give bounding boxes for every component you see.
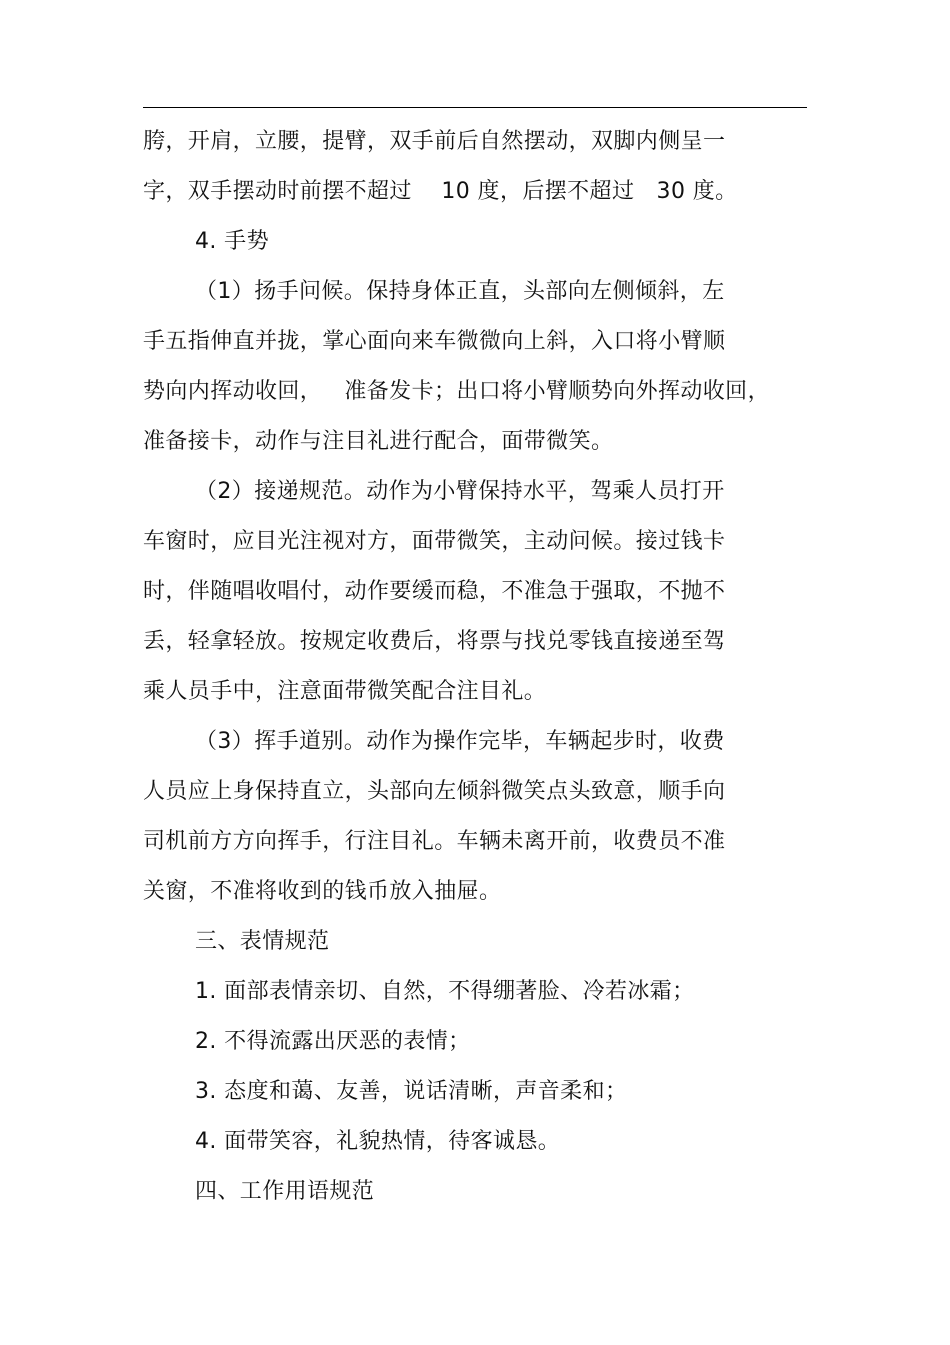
text-line: 关窗，不准将收到的钱币放入抽屉。 bbox=[143, 879, 502, 904]
text-line: 人员应上身保持直立，头部向左倾斜微笑点头致意，顺手向 bbox=[143, 779, 726, 804]
text-line: （2）接递规范。动作为小臂保持水平，驾乘人员打开 bbox=[195, 479, 725, 504]
text-line: 字，双手摆动时前摆不超过 10 度，后摆不超过 30 度。 bbox=[143, 179, 738, 204]
text-line: 胯，开肩，立腰，提臂，双手前后自然摆动，双脚内侧呈一 bbox=[143, 129, 726, 154]
text-line: 车窗时，应目光注视对方，面带微笑，主动问候。接过钱卡 bbox=[143, 529, 726, 554]
text-line: 司机前方方向挥手，行注目礼。车辆未离开前，收费员不准 bbox=[143, 829, 726, 854]
text-line: 势向内挥动收回， 准备发卡；出口将小臂顺势向外挥动收回， bbox=[143, 379, 770, 404]
list-item: 3. 态度和蔼、友善，说话清晰，声音柔和； bbox=[195, 1079, 628, 1104]
text-line: （3）挥手道别。动作为操作完毕，车辆起步时，收费 bbox=[195, 729, 725, 754]
text-line: 手五指伸直并拢，掌心面向来车微微向上斜，入口将小臂顺 bbox=[143, 329, 726, 354]
text-line: 乘人员手中，注意面带微笑配合注目礼。 bbox=[143, 679, 547, 704]
list-item: 4. 面带笑容，礼貌热情，待客诚恳。 bbox=[195, 1129, 561, 1154]
text-line: （1）扬手问候。保持身体正直，头部向左侧倾斜，左 bbox=[195, 279, 725, 304]
list-item: 2. 不得流露出厌恶的表情； bbox=[195, 1029, 471, 1054]
list-item: 1. 面部表情亲切、自然，不得绷著脸、冷若冰霜； bbox=[195, 979, 695, 1004]
text-line: 准备接卡，动作与注目礼进行配合，面带微笑。 bbox=[143, 429, 614, 454]
section-heading-expression: 三、表情规范 bbox=[195, 929, 330, 954]
section-heading-gestures: 4. 手势 bbox=[195, 229, 269, 254]
section-heading-work-language: 四、工作用语规范 bbox=[195, 1179, 375, 1204]
text-line: 时，伴随唱收唱付，动作要缓而稳，不准急于强取，不抛不 bbox=[143, 579, 726, 604]
text-line: 丢，轻拿轻放。按规定收费后，将票与找兑零钱直接递至驾 bbox=[143, 629, 726, 654]
header-rule bbox=[143, 107, 807, 108]
